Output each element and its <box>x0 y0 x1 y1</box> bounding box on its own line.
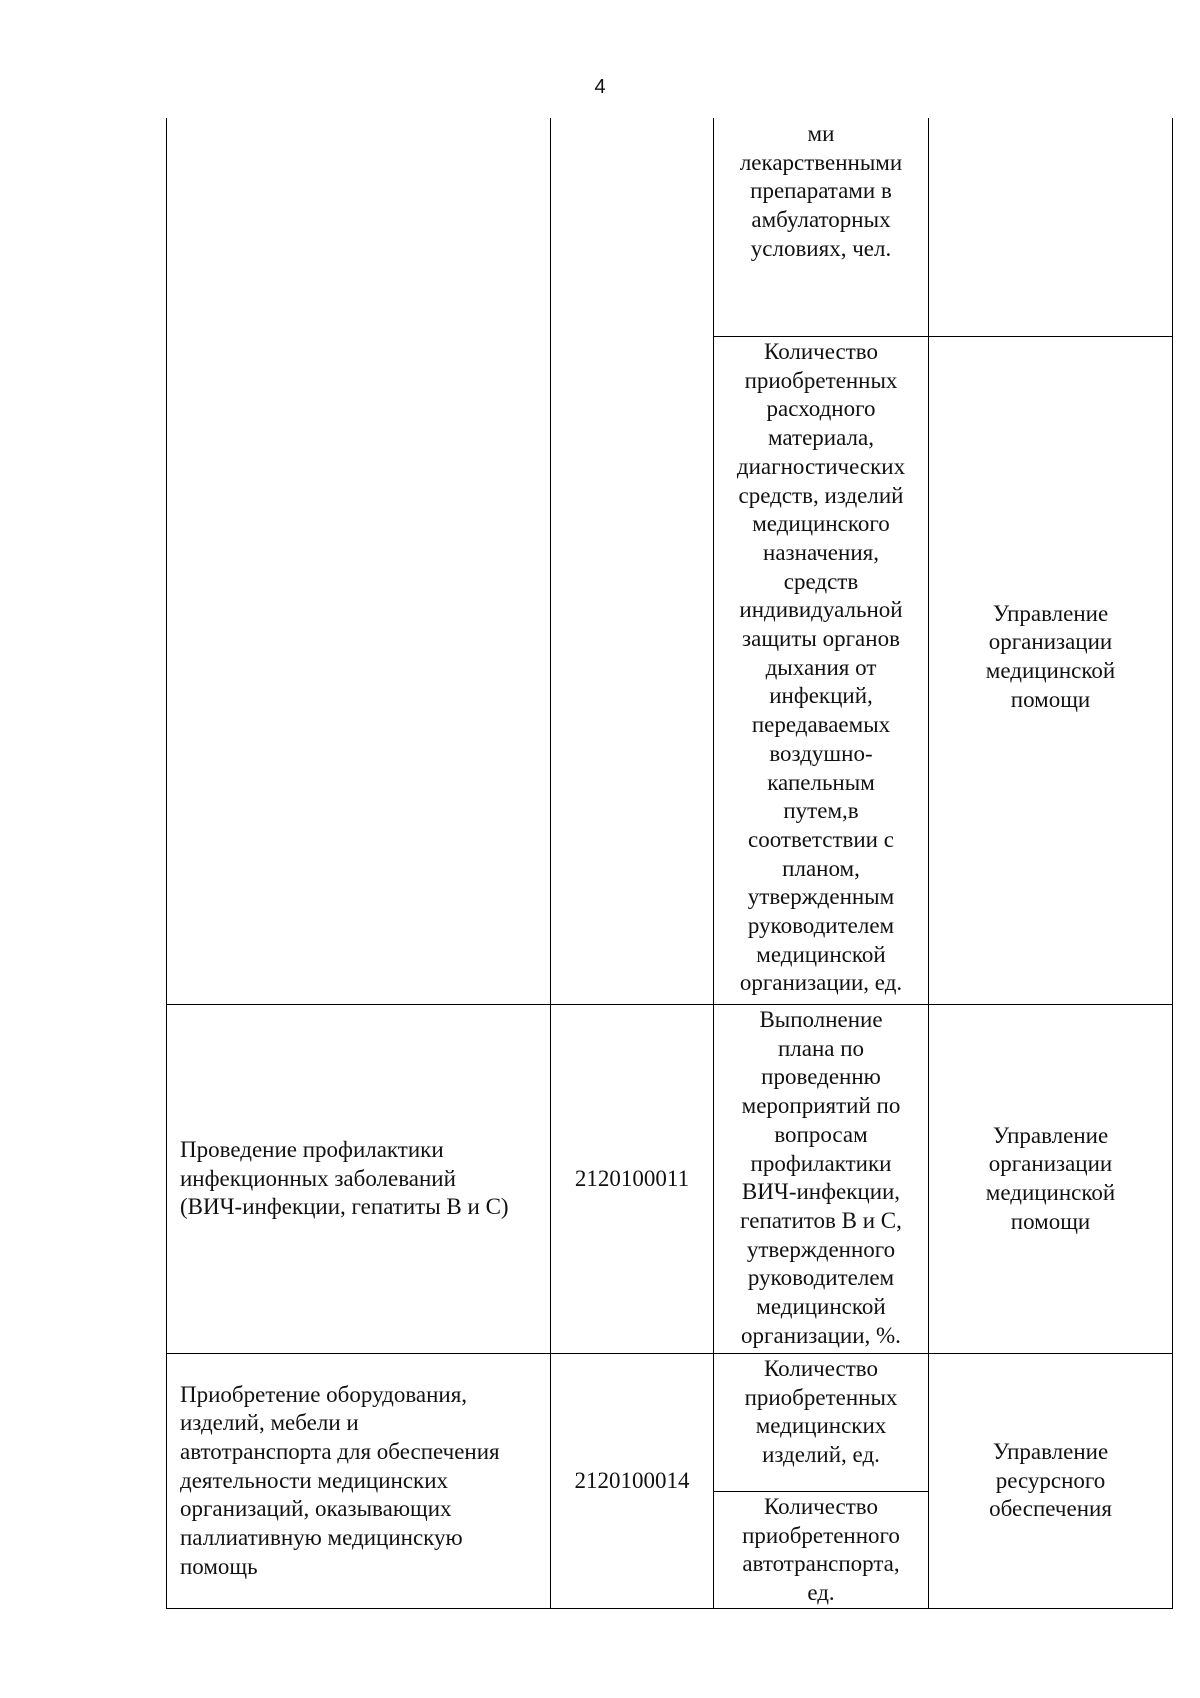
indicator-cell: Количество приобретенных медицинских изделий, ед. <box>744 1356 898 1468</box>
responsible-cell: Управление организации медицинской помощи <box>985 1122 1116 1234</box>
code-cell: 2120100011 <box>574 1165 690 1191</box>
row-divider <box>713 1491 929 1492</box>
indicator-cell: Количество приобретенных расходного материала, диагностических средств, изделий медицинского назначения, средств индивидуальной защиты органов дыхания от инфекций, передаваемых воздушно- капельным путем,в соответствии с планом, утвержденным руководителем медицинской организации, ед. <box>736 339 906 996</box>
event-name-cell: Приобретение оборудования, изделий, мебели и автотранспорта для обеспечения деятельности медицинских организаций, оказывающих паллиативную медицинскую помощь <box>180 1381 500 1579</box>
indicator-cell: Количество приобретенного автотранспорта, ед. <box>742 1494 900 1606</box>
responsible-cell: Управление ресурсного обеспечения <box>989 1438 1112 1522</box>
responsible-cell: Управление организации медицинской помощи <box>985 600 1116 712</box>
indicator-cell: Выполнение плана по проведенню мероприятий по вопросам профилактики ВИЧ-инфекции, гепатитов В и С, утвержденного руководителем медицинской организации, %. <box>740 1007 902 1348</box>
table-border-bottom <box>166 1608 1173 1609</box>
indicator-cell: ми лекарственными препаратами в амбулаторных условиях, чел. <box>739 121 903 261</box>
code-cell: 2120100014 <box>574 1467 690 1493</box>
page-number: 4 <box>594 76 606 98</box>
event-name-cell: Проведение профилактики инфекционных заболеваний (ВИЧ-инфекции, гепатиты В и С) <box>180 1136 509 1220</box>
table-border-right <box>1172 118 1173 1609</box>
